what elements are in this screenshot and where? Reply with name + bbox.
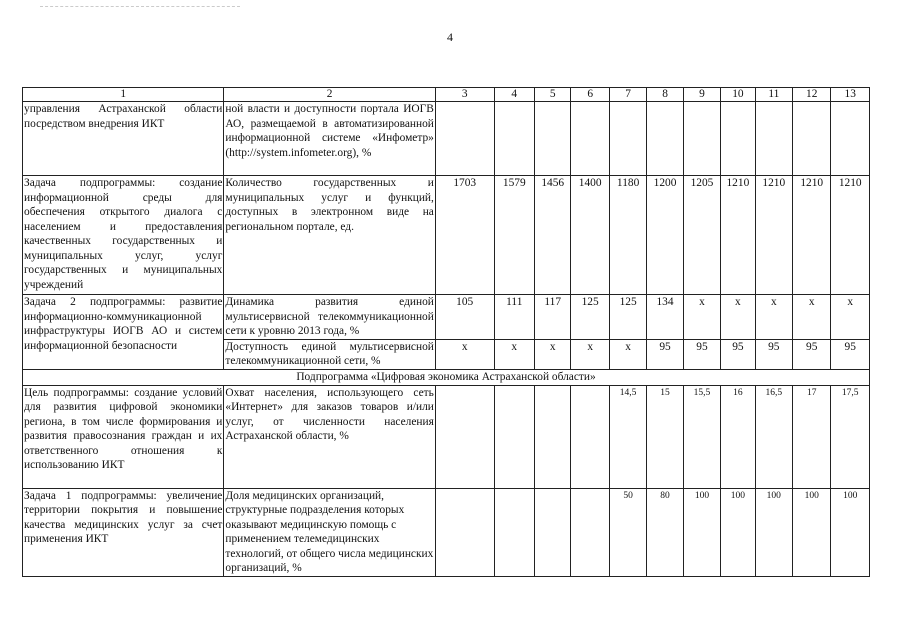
value-cell: 15,5	[683, 385, 720, 488]
value-cell: 95	[721, 339, 755, 369]
value-cell: 95	[683, 339, 720, 369]
goal-cell: управления Астраханской области посредством внедрения ИКТ	[23, 102, 224, 176]
value-cell: 1180	[609, 176, 646, 295]
value-cell: 1210	[793, 176, 831, 295]
value-cell	[435, 102, 494, 176]
header-row	[23, 88, 870, 102]
value-cell: 1210	[831, 176, 870, 295]
value-cell: 1205	[683, 176, 720, 295]
value-cell: 1200	[647, 176, 683, 295]
value-cell: 95	[647, 339, 683, 369]
value-cell	[535, 488, 571, 576]
value-cell: 100	[683, 488, 720, 576]
value-cell: 1210	[755, 176, 792, 295]
value-cell	[793, 102, 831, 176]
value-cell: x	[494, 339, 534, 369]
value-cell: x	[609, 339, 646, 369]
goal-cell: Задача 2 подпрограммы: развитие информационно-коммуникационной инфраструктуры ИОГВ АО и систем информационной безопасности	[23, 295, 224, 370]
value-cell: 17,5	[831, 385, 870, 488]
value-cell: 100	[721, 488, 755, 576]
value-cell: 16,5	[755, 385, 792, 488]
value-cell: x	[831, 295, 870, 340]
table-row	[23, 488, 870, 576]
value-cell	[755, 102, 792, 176]
value-cell	[571, 102, 609, 176]
value-cell: 50	[609, 488, 646, 576]
goal-cell: Задача подпрограммы: создание информационной среды для обеспечения открытого диалога с населением и предоставления качественных государственных и муниципальных услуг, услуг государственных и муниципальных учреждений	[23, 176, 224, 295]
value-cell: 117	[535, 295, 571, 340]
value-cell: 95	[755, 339, 792, 369]
value-cell	[435, 488, 494, 576]
goal-cell: Задача 1 подпрограммы: увеличение территории покрытия и повышение качества медицинских услуг за счет применения ИКТ	[23, 488, 224, 576]
value-cell: 1456	[535, 176, 571, 295]
table-row	[23, 385, 870, 488]
indicator-cell: Доля медицинских организаций, структурные подразделения которых оказывают медицинскую помощь с применением телемедицинских технологий, от общего числа медицинских организаций, %	[224, 488, 435, 576]
value-cell	[571, 385, 609, 488]
value-cell: 15	[647, 385, 683, 488]
header-cell: 7	[609, 88, 646, 102]
value-cell	[535, 385, 571, 488]
value-cell: 100	[755, 488, 792, 576]
value-cell	[494, 102, 534, 176]
value-cell	[494, 385, 534, 488]
value-cell: 105	[435, 295, 494, 340]
table-row	[23, 295, 870, 340]
value-cell	[831, 102, 870, 176]
value-cell: x	[535, 339, 571, 369]
value-cell	[721, 102, 755, 176]
value-cell: x	[721, 295, 755, 340]
table-row	[23, 176, 870, 295]
section-title: Подпрограмма «Цифровая экономика Астраханской области»	[23, 369, 870, 385]
header-cell: 2	[224, 88, 435, 102]
header-cell: 6	[571, 88, 609, 102]
header-cell: 3	[435, 88, 494, 102]
value-cell: x	[683, 295, 720, 340]
goal-cell: Цель подпрограммы: создание условий для развития цифровой экономики региона, в том числе формирования и развития правосознания граждан и их ответственного отношения к использованию ИКТ	[23, 385, 224, 488]
value-cell	[647, 102, 683, 176]
value-cell: 1579	[494, 176, 534, 295]
header-cell: 1	[23, 88, 224, 102]
table-row	[23, 102, 870, 176]
indicator-cell: ной власти и доступности портала ИОГВ АО, размещаемой в автоматизированной информационной системе «Инфометр» (http://system.infometer.org), %	[224, 102, 435, 176]
value-cell: 95	[793, 339, 831, 369]
value-cell	[494, 488, 534, 576]
header-cell: 12	[793, 88, 831, 102]
value-cell: 16	[721, 385, 755, 488]
value-cell: 1400	[571, 176, 609, 295]
header-cell: 10	[721, 88, 755, 102]
value-cell: 100	[793, 488, 831, 576]
header-cell: 13	[831, 88, 870, 102]
header-cell: 11	[755, 88, 792, 102]
value-cell	[571, 488, 609, 576]
header-cell: 4	[494, 88, 534, 102]
value-cell: x	[571, 339, 609, 369]
value-cell: 111	[494, 295, 534, 340]
value-cell: 17	[793, 385, 831, 488]
indicators-table	[22, 87, 870, 577]
value-cell: x	[755, 295, 792, 340]
value-cell: 80	[647, 488, 683, 576]
scan-artifact	[40, 6, 240, 9]
value-cell	[435, 385, 494, 488]
value-cell: x	[435, 339, 494, 369]
indicator-cell: Доступность единой мультисервисной телекоммуникационной сети, %	[225, 340, 434, 367]
value-cell	[535, 102, 571, 176]
value-cell: 1210	[721, 176, 755, 295]
value-cell: x	[793, 295, 831, 340]
page-number: 4	[447, 30, 453, 44]
value-cell	[683, 102, 720, 176]
header-cell: 5	[535, 88, 571, 102]
value-cell: 125	[609, 295, 646, 340]
value-cell: 14,5	[609, 385, 646, 488]
indicator-cell: Динамика развития единой мультисервисной телекоммуникационной сети к уровню 2013 года, %	[225, 296, 434, 337]
value-cell: 1703	[435, 176, 494, 295]
value-cell	[609, 102, 646, 176]
value-cell: 134	[647, 295, 683, 340]
value-cell: 125	[571, 295, 609, 340]
indicator-cell: Охват населения, использующего сеть «Интернет» для заказов товаров и/или услуг, от численности населения Астраханской области, %	[224, 385, 435, 488]
value-cell: 95	[831, 339, 870, 369]
indicator-cell: Количество государственных и муниципальных услуг и функций, доступных в электронном виде на региональном портале, ед.	[224, 176, 435, 295]
section-row	[23, 369, 870, 385]
header-cell: 9	[683, 88, 720, 102]
value-cell: 100	[831, 488, 870, 576]
header-cell: 8	[647, 88, 683, 102]
